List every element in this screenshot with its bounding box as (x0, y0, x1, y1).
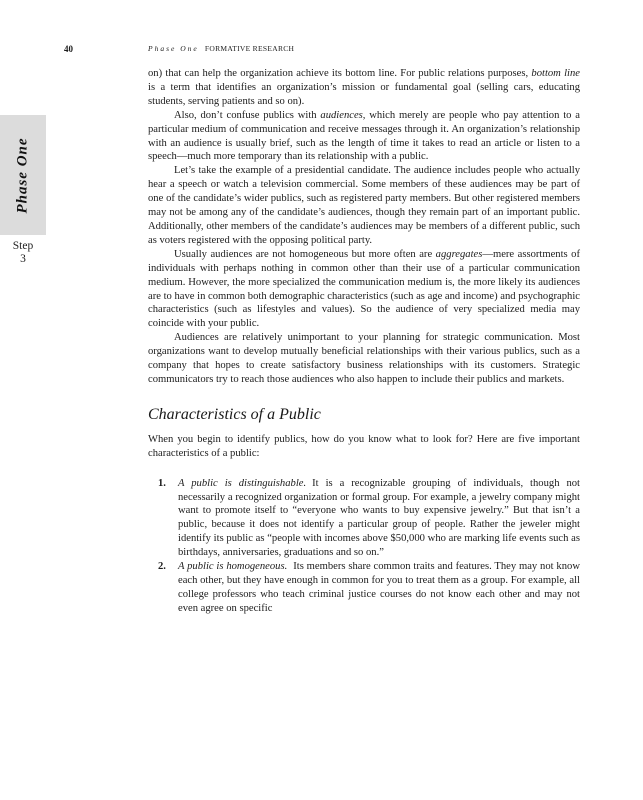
list-item (148, 477, 580, 560)
term-bottom-line: bottom line (531, 68, 580, 79)
step-indicator (0, 240, 46, 266)
list-item-number: 2. (158, 561, 166, 573)
running-head-title: FORMATIVE RESEARCH (204, 44, 295, 53)
section-intro: When you begin to identify publics, how do you know what to look for? Here are five important characteristics of a public: (148, 433, 580, 459)
term-aggregates: aggregates (435, 248, 483, 260)
paragraph: Let’s take the example of a presidential candidate. The audience includes people who actually hear a speech or watch a television commercial. Some members of these audiences may be part of one of the candidate’s wider publics, such as registered party members. But other registered members may not be among any of the candidate’s audiences, though they remain part of an important public. Additionally, other members of the candidate’s audiences may be members of a different public, such as voters registered with the opposing political party. (148, 165, 580, 246)
list-item (148, 560, 580, 616)
paragraph: on) that can help the organization achieve its bottom line. For public relations purposes, bottom line is a term that identifies an organization’s mission or fundamental goal (selling cars, educating students, serving patients and so on). (148, 68, 580, 107)
list-item-term: A public is distinguishable. (178, 477, 307, 489)
list-item-text: It is a recognizable grouping of individuals, though not necessarily a recognized organization or formal group. For example, a jewelry company might want to promote itself to “everyone who wants to buy expensive jewelry.” But that isn’t a public, because it does not identify a particular group of people. Rather the jeweler might identify its public as “people with incomes above $50,000 who are marking life events such as birthdays, anniversaries, graduations and so on.” (178, 477, 580, 559)
phase-side-tab (0, 115, 46, 235)
characteristics-list (148, 477, 580, 616)
running-head-phase: Phase One (148, 44, 199, 53)
paragraph: Also, don’t confuse publics with audiences, which merely are people who pay attention to a particular medium of communication and receive messages through it. An organization’s relationship with an audience is usually brief, such as the length of time it takes to read an article or listen to a speech—much more temporary than its relationship with a public. (148, 109, 580, 163)
main-content (148, 67, 580, 616)
list-item-text: Its members share common traits and features. They may not know each other, but they have enough in common for you to treat them as a group. For example, all college professors who teach criminal justice courses do not know each other and may not even agree on specific (178, 561, 580, 614)
section-heading: Characteristics of a Public (148, 405, 321, 423)
step-number: 3 (20, 253, 26, 265)
page-number: 40 (64, 44, 73, 54)
running-head (148, 44, 294, 53)
phase-tab-label: Phase One (14, 136, 31, 214)
paragraph: Usually audiences are not homogeneous but more often are aggregates—mere assortments of individuals with perhaps nothing in common other than their use of a particular communication medium. However, the more specialized the communication medium is, the more likely its audiences are to have in common both demographic characteristics (such as age and income) and psychographic characteristics (such as lifestyles and values). So the audience of very specialized media may coincide with your public. (148, 248, 580, 330)
page-header (0, 44, 643, 58)
list-item-term: A public is homogeneous. (178, 561, 288, 573)
list-item-number: 1. (158, 477, 166, 489)
term-audiences: audiences, (320, 109, 366, 121)
paragraph: Audiences are relatively unimportant to your planning for strategic communication. Most organizations want to develop mutually beneficial relationships with their various publics, such as a company that hopes to create satisfactory business relationships with its customers. Strategic communicators try to reach those audiences who also happen to include their publics and markets. (148, 332, 580, 385)
step-label: Step (12, 240, 34, 252)
